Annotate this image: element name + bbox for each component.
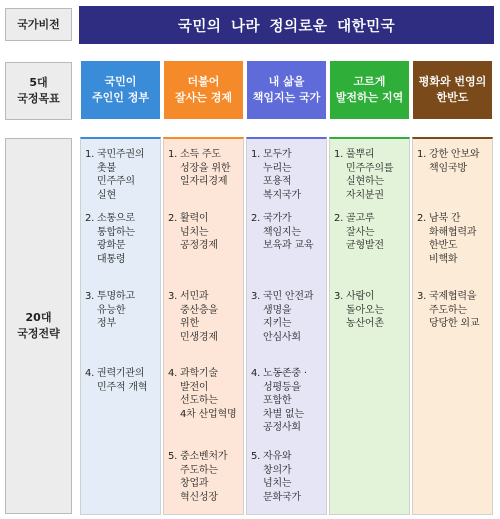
strategy-item-text: 강한 안보와 책임국방 [429, 149, 480, 174]
strategy-item-text: 자유와 창의가 넘치는 문화국가 [263, 451, 301, 503]
strategy-item-text: 활력이 넘치는 공정경제 [180, 213, 218, 251]
strategy-item-text: 국민주권의 촛불 민주주의 실현 [97, 149, 145, 201]
strategy-item-number: 1. [417, 149, 427, 160]
strategy-item [417, 290, 490, 331]
strategy-item-text: 사람이 돌아오는 농산어촌 [346, 291, 384, 329]
strategy-item [168, 450, 241, 504]
strategy-item-text: 소득 주도 성장을 위한 일자리경제 [180, 149, 231, 187]
strategy-item-number: 1. [251, 149, 261, 160]
strategy-item-text: 풀뿌리 민주주의를 실현하는 자치분권 [346, 149, 394, 201]
strategy-item-text: 과학기술 발전이 선도하는 4차 산업혁명 [180, 368, 237, 420]
strategy-column-4 [329, 137, 410, 515]
strategy-item-number: 4. [251, 368, 261, 379]
strategy-item-text: 노동존중 · 성평등을 포함한 차별 없는 공정사회 [263, 368, 307, 433]
goal-text: 국민이 주인인 정부 [92, 75, 149, 104]
strategy-item-number: 5. [168, 451, 178, 462]
strategy-item-text: 소통으로 통합하는 광화문 대통령 [97, 213, 135, 265]
strategy-item [251, 212, 324, 253]
strategy-item [85, 367, 158, 394]
strategy-item-text: 권력기관의 민주적 개혁 [97, 368, 148, 393]
strategy-item-number: 3. [417, 291, 427, 302]
goal-header-2 [163, 60, 244, 120]
strategy-item-number: 2. [417, 213, 427, 224]
goals-label: 5대 국정목표 [5, 62, 72, 120]
strategy-item [168, 290, 241, 344]
strategy-item-number: 1. [168, 149, 178, 160]
strategy-item-number: 2. [334, 213, 344, 224]
strategy-item [251, 148, 324, 202]
strategy-item-text: 국제협력을 주도하는 당당한 외교 [429, 291, 480, 329]
strategy-item [85, 290, 158, 331]
strategy-item [168, 367, 241, 421]
strategy-item-number: 5. [251, 451, 261, 462]
strategy-item-text: 골고루 잘사는 균형발전 [346, 213, 384, 251]
strategy-item-number: 2. [251, 213, 261, 224]
strategy-item-text: 중소벤처가 주도하는 창업과 혁신성장 [180, 451, 228, 503]
goal-text: 평화와 번영의 한반도 [418, 75, 487, 104]
strategy-item-number: 4. [168, 368, 178, 379]
strategy-column-1 [80, 137, 161, 515]
strategy-item [251, 290, 324, 344]
strategy-item [168, 148, 241, 189]
strategy-item-number: 3. [334, 291, 344, 302]
strategy-item [334, 148, 407, 202]
goal-header-4 [329, 60, 410, 120]
strategy-item-number: 1. [334, 149, 344, 160]
strategy-item-number: 2. [168, 213, 178, 224]
goal-text: 고르게 발전하는 지역 [335, 75, 404, 104]
goal-header-1 [80, 60, 161, 120]
strategy-item-number: 3. [251, 291, 261, 302]
strategy-column-5 [412, 137, 493, 515]
strategy-item-text: 투명하고 유능한 정부 [97, 291, 135, 329]
strategy-item-text: 모두가 누리는 포용적 복지국가 [263, 149, 301, 201]
strategy-item-number: 1. [85, 149, 95, 160]
vision-label: 국가비전 [5, 8, 72, 41]
strategy-item [334, 212, 407, 253]
strategy-item-number: 2. [85, 213, 95, 224]
strategy-column-2 [163, 137, 244, 515]
goal-text: 더불어 잘사는 경제 [175, 75, 232, 104]
strategy-item-text: 국가가 책임지는 보육과 교육 [263, 213, 314, 251]
strategy-item [85, 212, 158, 266]
strategy-item [417, 148, 490, 175]
strategy-item-text: 서민과 중산층을 위한 민생경제 [180, 291, 218, 343]
strategy-item-number: 3. [85, 291, 95, 302]
strategies-label: 20대 국정전략 [5, 138, 72, 514]
strategy-item [334, 290, 407, 331]
strategy-item-text: 남북 간 화해협력과 한반도 비핵화 [429, 213, 477, 265]
goal-header-3 [246, 60, 327, 120]
goal-text: 내 삶을 책임지는 국가 [252, 75, 321, 104]
strategy-item-number: 4. [85, 368, 95, 379]
strategy-column-3 [246, 137, 327, 515]
vision-banner: 국민의 나라 정의로운 대한민국 [79, 6, 494, 44]
strategy-item-text: 국민 안전과 생명을 지키는 안심사회 [263, 291, 314, 343]
strategy-item [168, 212, 241, 253]
strategy-item [85, 148, 158, 202]
strategy-item-number: 3. [168, 291, 178, 302]
strategy-item [251, 367, 324, 435]
goal-header-5 [412, 60, 493, 120]
strategy-item [251, 450, 324, 504]
strategy-item [417, 212, 490, 266]
